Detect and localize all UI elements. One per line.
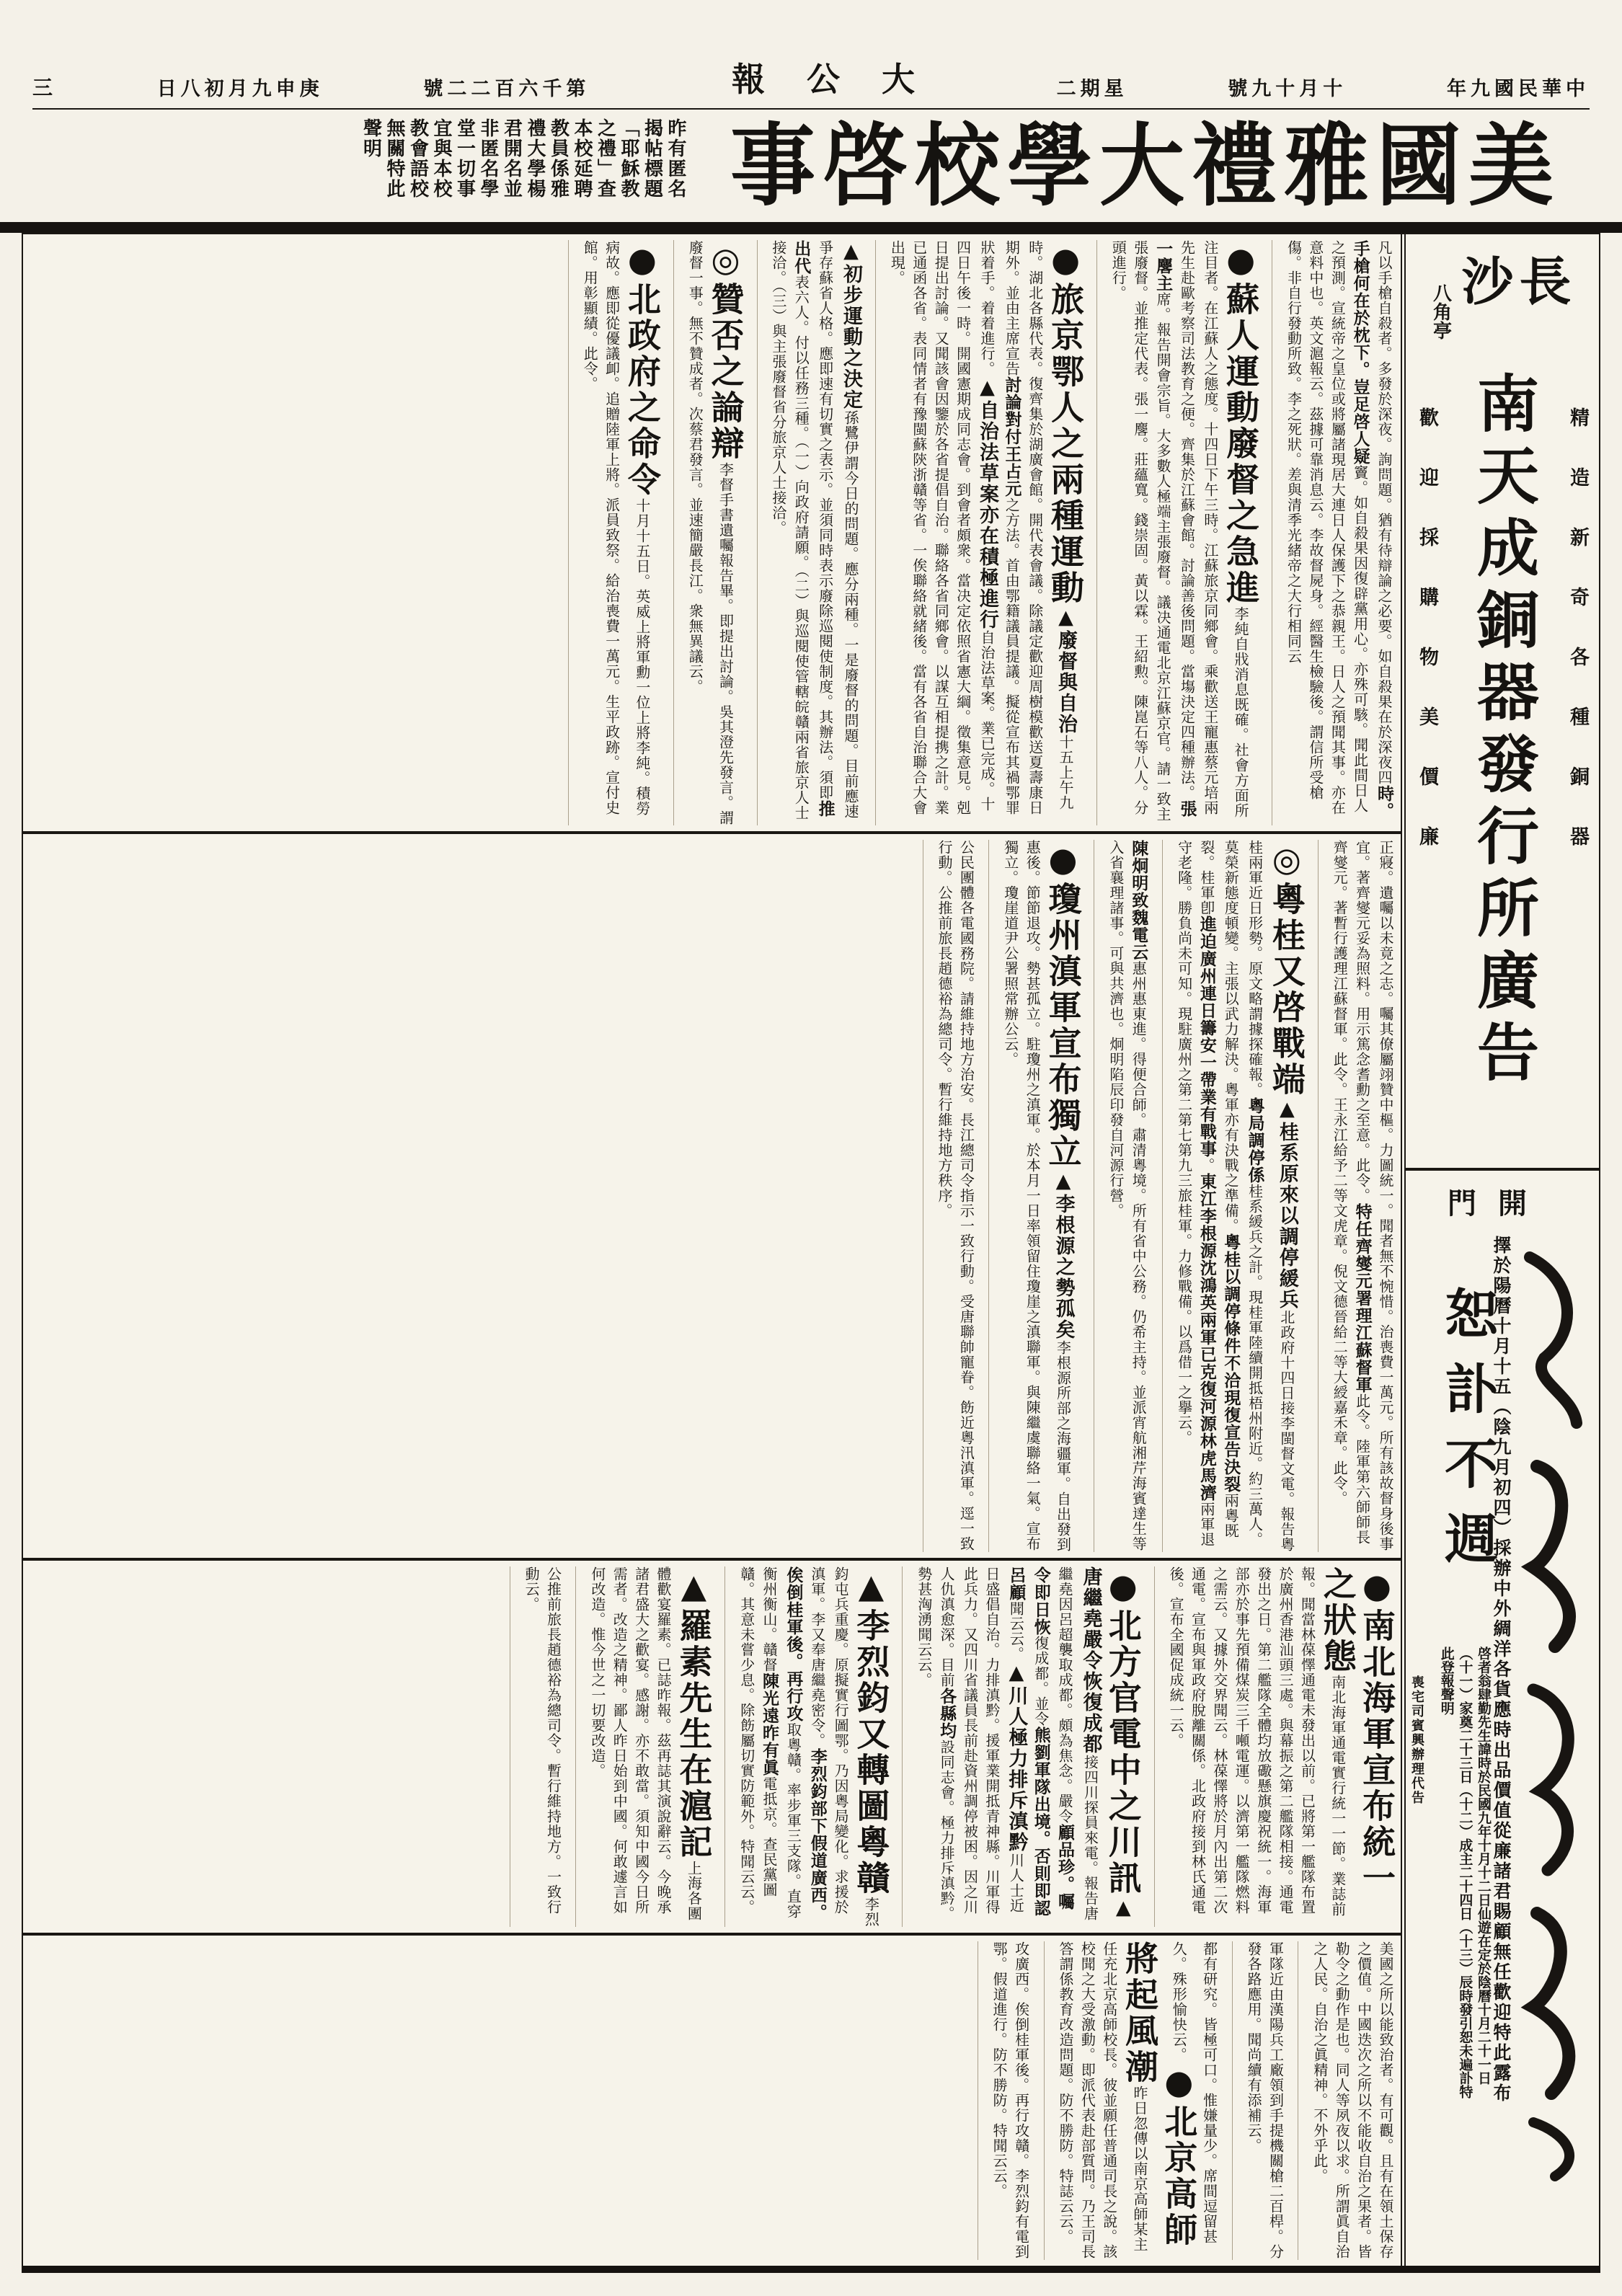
- article-text: 川人士近日盛倡自治。力排滇黔。援軍業開抵青神縣。川軍得此兵力。又四川省議員長前赴資州調停被困。因之川人仇滇愈深。目前: [938, 1566, 1025, 1915]
- article-0-1: [1096, 240, 1260, 825]
- band-0: [23, 234, 1401, 834]
- obituary-display: 恕訃不週: [1436, 1286, 1498, 1586]
- article-subhead: ▲桂系原來以調停緩兵: [1275, 1098, 1298, 1310]
- article-headline: ●北方官電中之川訊: [1103, 1566, 1143, 1897]
- article-2-3: [575, 1566, 713, 1927]
- page-frame: [22, 233, 1600, 2273]
- article-text: 聞云云。: [1007, 1601, 1025, 1662]
- article-headline: ●北京高師將起風潮: [1120, 1941, 1199, 2248]
- masthead-era-year: 年九國民華中: [1446, 78, 1590, 100]
- article-1-2: [1094, 840, 1151, 1552]
- yali-announcement-banner: [32, 108, 1590, 222]
- banner-side-text: 昨有匿名揭帖標題「耶穌教之禮」查本校延聘教員係雅禮大學楊君開名並非匿名學堂一切事宜與本校教會語校無關特此聲明: [360, 118, 686, 199]
- article-text: 席。報告開會宗旨。大多數人極端主張廢督。議决通電北京江蘇京官。請一致主張廢督。並推定代表。張一麐。莊蘊寬。錢崇固。黃以霖。王紹勲。陳崑石等八人。分頭進行。: [1109, 240, 1172, 822]
- obituary-text: 啓者翁肆勤先生諱時於民國九年十月十二日仙遊在定於陰曆十月二十一日（十一）家奠二十三日（十二）成主二十四日（十三）辰時發引恕未遍訃特此登報聲明: [1438, 1646, 1492, 2098]
- band-3: [23, 1936, 1401, 2266]
- bronze-ad-place-detail: 八角亭: [1430, 283, 1452, 340]
- article-bold-text: 推出代: [792, 240, 836, 817]
- article-text: 上海各團體歡宴羅素。已誌昨報。茲再誌其演說辭云。今晚承諸君盛大之歡宴。感謝。亦不敢當。須知中國今日所需者。改造之精神。鄙人昨日始到中國。何敢遽言如何改造。惟今世之一切要改造。: [588, 1566, 703, 1921]
- article-text: 李督手書遺囑報告畢。即提出討論。吳其澄先發言。謂廢督一事。無不贊成者。次蔡君發言。並速簡嚴長江。衆無異議云。: [686, 240, 735, 825]
- calligraphy-art: [1515, 1228, 1596, 2187]
- article-text: 桂系緩兵之計。現桂軍陸續開抵梧州附近。約三萬人。莫榮新態度頓變。主張以武力解決。粵軍亦有決戰之準備。: [1222, 840, 1264, 1547]
- article-subhead: ▲廢督與自治: [1055, 606, 1078, 735]
- article-bold-text: 粵桂以調停條件不洽現復宣告決裂: [1221, 1233, 1241, 1493]
- article-2-4: [510, 1566, 564, 1927]
- article-bold-text: 各縣均: [937, 1688, 957, 1739]
- bronze-ad-title: 南天成銅器發行所廣告: [1466, 371, 1539, 1092]
- ad-sidebar: [1401, 234, 1599, 2266]
- article-subhead: ▲李根源之勢孤矣: [1052, 1170, 1075, 1340]
- article-headline: ▲李烈鈞又轉圖粵贛: [851, 1566, 891, 1897]
- article-3-1: [1232, 1941, 1287, 2260]
- article-1-0: [1318, 840, 1396, 1552]
- article-3-0: [1298, 1941, 1396, 2260]
- article-text: 取粵贛。率步軍三支隊。直穿衡州衡山。贛督: [761, 1566, 802, 1919]
- article-bold-text: 李烈鈞部下假道廣西。俟倒桂軍後。再行攻: [784, 1566, 828, 1921]
- article-text: 竇。如自殺果因復辟黨用心。亦殊可駭。聞此間日人之預測。宣統帝之皇位或將屬諸現居大連日人保護下之恭親王。日人之預聞其事。亦在意料中也。英文滬報云。茲據可靠消息云。李故督屍身。經醫生檢驗後。謂信所受槍傷。非自行發動所致。李之死狀。差與清季光緒帝之大行相同云: [1285, 240, 1369, 815]
- article-0-2: [875, 240, 1085, 825]
- store-opening-and-obituary-ad: [1406, 1171, 1599, 2266]
- main-articles: [23, 234, 1401, 2266]
- article-1-3: [988, 840, 1082, 1552]
- page-number: 三: [32, 76, 58, 99]
- article-text: 兩粵既裂。桂軍卽: [1197, 840, 1240, 1538]
- article-1-1: [1162, 840, 1306, 1552]
- article-0-5: [568, 240, 662, 825]
- store-ad-header: 門開: [1448, 1187, 1548, 1220]
- article-text: 凡以手槍自殺者。多發於深夜。詢問題。猶有待辯論之必要。如自殺果在於深夜四: [1375, 240, 1393, 785]
- article-bold-text: 張一麐主: [1153, 240, 1197, 817]
- article-text: 十月十五日。英威上將軍勳一位上將李純。積勞病故。應即從優議卹。追贈陸軍上將。派員致祭。給治喪費一萬元。生平政跡。宣付史館。用彰顯績。此令。: [581, 240, 651, 816]
- article-text: 孫鷺伊謂今日的問題。應分兩種。一是廢督的問題。目前應速爭存蘇省人格。應即速有切實之表示。並須同時表示廢除巡閱使制度。其辦法。須即: [816, 240, 860, 819]
- band-2: [23, 1561, 1401, 1936]
- article-text: 表六人。付以任務三種。（一）向政府請願。（二）與巡閱使管轄皖贛兩省旅京人士接洽。（三）與主張廢督省分旅京人士接洽。: [769, 240, 810, 820]
- article-0-4: [673, 240, 745, 825]
- article-3-2: [1044, 1941, 1220, 2260]
- article-headline: ●蘇人運動廢督之急進: [1221, 240, 1261, 606]
- article-headline: ●南北海軍宣布統一之狀態: [1318, 1566, 1396, 1897]
- obituary-signoff: 喪宅司賓興辦理代告: [1409, 1675, 1424, 1805]
- bronze-ad-left-note: 歡迎採購物美價廉: [1416, 407, 1438, 886]
- store-ad-copy: 擇於陽曆十月十五（陰九月初四）採辦中外綢洋各貨應時出品價值從廉諸君賜顧無任歡迎特此露布: [1491, 1236, 1512, 2104]
- article-1-4: [923, 840, 978, 1552]
- divider-bar: [0, 222, 1622, 233]
- article-text: 攻廣西。俟倒桂軍後。再行攻贛。李烈鈞有電到鄂。假道進行。防不勝防。特聞云云。: [991, 1941, 1030, 2259]
- article-bold-text: 時。手槍何在於枕下。豈足啓人疑: [1350, 240, 1394, 820]
- article-text: 美國之所以能致治者。有可觀。且有在領土保存之價值。中國迭次之所以不能收自治之果者。皆勒令之動作是也。同人等夙夜以求。所謂眞自治之人民。自治之眞精神。不外乎此。: [1311, 1941, 1394, 2259]
- article-bold-text: 討論對付王占元: [1002, 376, 1022, 497]
- article-0-0: [1272, 240, 1396, 825]
- article-text: 軍隊近由漢陽兵工廠領到手提機關槍二百桿。分發各路應用。聞尚續有添補云。: [1245, 1941, 1285, 2259]
- article-3-3: [978, 1941, 1032, 2260]
- article-text: 十五上午九時。湖北各縣代表。復齊集於湖廣會館。開代表會議。除議定歡迎周樹模歡送夏壽康日期外。並由主席宣告: [1003, 240, 1075, 815]
- band-1: [23, 834, 1401, 1561]
- article-text: 李烈鈞屯兵重慶。原擬實行圖鄂。乃因粵局變化。求援於滇軍。李又奉唐繼堯密令。: [808, 1566, 880, 1927]
- article-headline: ▲羅素先生在滬記: [674, 1566, 714, 1861]
- article-text: 兩軍退守老隆。勝負尚未可知。現駐廣州之第二第七第九三旅桂軍。力修戰備。以爲借一之擧云。: [1175, 840, 1215, 1547]
- article-subhead: ▲唐繼堯嚴令恢復成都: [1079, 1566, 1135, 1920]
- article-headline: ●瓊州滇軍宣布獨立: [1043, 840, 1083, 1170]
- paper-title: 報公大: [731, 60, 957, 99]
- article-headline: ●旅京鄂人之兩種運動: [1046, 240, 1086, 606]
- article-text: 昨日忽傳以南京高師某主任充北京高師校長。彼並願任普通司長之說。該校聞之大受激動。即派代表赴部質問。乃王司長答謂係教育改造問題。防不勝防。特誌云云。: [1056, 1941, 1148, 2259]
- article-text: 李根源所部之海疆軍。自出發到惠後。節節退攻。勢甚孤立。駐瓊州之滇軍。於本月一日率領留住瓊崖之滇聯軍。與陳繼虞聯絡一氣。宣布獨立。瓊崖道尹公署照常辦公云。: [1001, 840, 1072, 1552]
- article-2-2: [724, 1566, 890, 1927]
- bronze-ad-place: 沙長: [1461, 251, 1577, 312]
- article-headline: ◎粵桂又啓戰端: [1267, 840, 1306, 1098]
- bronze-shop-ad: [1406, 234, 1599, 1171]
- article-bold-text: 陳炯明致魏電云: [1129, 840, 1149, 961]
- article-bold-text: 進迫廣州連日籌安一帶業有戰事: [1197, 916, 1217, 1158]
- article-subhead: ▲自治法草案亦在積極進行: [976, 376, 999, 630]
- article-2-0: [1154, 1566, 1396, 1927]
- masthead-weekday: 二期星: [1056, 78, 1128, 100]
- article-text: 正寢。遺囑以未竟之志。囑其僚屬翊贊中樞。力圖統一。聞者無不惋惜。治喪費一萬元。所有該故督身後事宜。著齊燮元妥為照料。用示篤念耆勳之至意。此令。: [1353, 840, 1394, 1551]
- article-subhead: ▲初步運動之決定: [840, 240, 863, 410]
- article-text: 公民團體各電國務院。請維持地方治安。長江總司令指示一致行動。受唐聯帥寵眷。飭近粵汛滇軍。逕一致行動。公推前旅長趙德裕為總司令。暫行維持地方秩序。: [936, 840, 975, 1551]
- banner-title: 事啓校學大禮雅國美: [730, 112, 1561, 218]
- article-text: 設同志會。極力排斥滇黔。勢甚洶湧聞云云。: [915, 1566, 956, 1921]
- article-subhead: ▲川人極力排斥滇黔: [1005, 1662, 1028, 1853]
- bronze-ad-right-note: 精造新奇各種銅器: [1566, 407, 1589, 886]
- article-text: 公推前旅長趙德裕為總司令。暫行維持地方。一致行動云。: [523, 1566, 562, 1915]
- article-text: 都有研究。皆極可口。惟嫌量少。席間逗留甚久。殊形愉快云。: [1170, 1941, 1218, 2244]
- article-bold-text: 陳光遠昨有眞: [760, 1672, 780, 1776]
- bronze-ad-header: [1406, 240, 1599, 340]
- article-text: 惠州惠東進。得便合師。肅清粵境。所有省中公務。仍希主持。並派宵航湘芹海賓達生等入省襄理諸事。可與共濟也。炯明陷辰印發自河源行營。: [1107, 840, 1148, 1551]
- article-bold-text: 顧品珍。囑令即日恢: [1031, 1566, 1076, 1910]
- article-headline: ◎贊否之論辯: [706, 240, 745, 462]
- article-text: 電抵京。查民黨圖贛。其意未嘗少息。除飭屬切實防範外。特聞云云。: [737, 1566, 779, 1915]
- article-bold-text: 粵局調停係: [1245, 1097, 1265, 1184]
- masthead-lunar-date: 日八初月九申庚: [156, 78, 324, 100]
- masthead: [32, 52, 1590, 101]
- article-text: 自治法草案。業已完成。十四日午後一時。開國憲期成同志會。到會者頗衆。當决定依照省憲大綱。徵集意見。剋日提出討論。又聞該會因鑒於各省提倡自治。聯絡各省同鄉會。以謀互相提携之計。業已通函各省。表同情者有豫閩蘇陝浙贛等省。一俟聯絡就緒後。當有各省自治聯合大會出現。: [888, 240, 996, 815]
- article-text: 南北海軍通電實行統一一節。業誌前報。聞當林葆懌通電未發出以前。已將第一艦隊布置於廣州香港汕頭三處。與幕振之第二艦隊相接。通電發出之日。第二艦隊全體均放礮懸旗慶祝統一。海軍部亦於事先預備煤炭三千噸電運。以濟第一艦隊燃料之需云。又據外交界聞云。林葆懌將於月內出第二次通電。宣布與軍政府脫離關係。北政府接到林氏通電後。宣布全國促成統一云。: [1167, 1566, 1347, 1917]
- article-text: 。: [1197, 1158, 1215, 1173]
- article-text: 之方法。首由鄂籍議員提議。擬從宣布其禍鄂罪狀着手。着着進行。: [978, 240, 1021, 815]
- masthead-date: 號九十月十: [1228, 78, 1347, 100]
- article-bold-text: 熊劉軍隊出境。否則即認呂顧: [1006, 1566, 1051, 1917]
- article-text: 此令。陸軍第六師師長齊燮元。著暫行護理江蘇督軍。此令。王永江給予二等文虎章。倪文德晉給二等大綬嘉禾章。此令。: [1331, 840, 1371, 1545]
- article-bold-text: 林虎馬濟: [1197, 1432, 1217, 1502]
- article-bold-text: 特任齊燮元署理江蘇督軍: [1352, 1203, 1373, 1393]
- article-bold-text: 東江李根源沈鴻英兩軍已克復河源: [1197, 1173, 1217, 1432]
- article-0-3: [757, 240, 864, 825]
- article-text: 李純自戕消息既確。社會方面所注目者。在江蘇人之態度。十四日下午三時。江蘇旅京同鄉會。乘歡送王寵惠蔡元培兩先生赴歐考察司法教育之便。齊集於江蘇會館。討論善後問題。當塲決定四種辦法。: [1178, 240, 1250, 818]
- article-text: 復成都。並令: [1032, 1636, 1050, 1727]
- masthead-issue-no: 號二二百六千第: [423, 78, 590, 100]
- article-2-1: [902, 1566, 1142, 1927]
- article-headline: ●北政府之命令: [622, 240, 662, 498]
- article-text: 接四川探員來電。報告唐繼堯因呂超襲取成都。頗為焦念。嚴令: [1056, 1566, 1099, 1921]
- article-text: 北政府十四日接李閩督文電。報告粵桂兩軍近日形勢。原文略謂據探確報。: [1246, 840, 1295, 1552]
